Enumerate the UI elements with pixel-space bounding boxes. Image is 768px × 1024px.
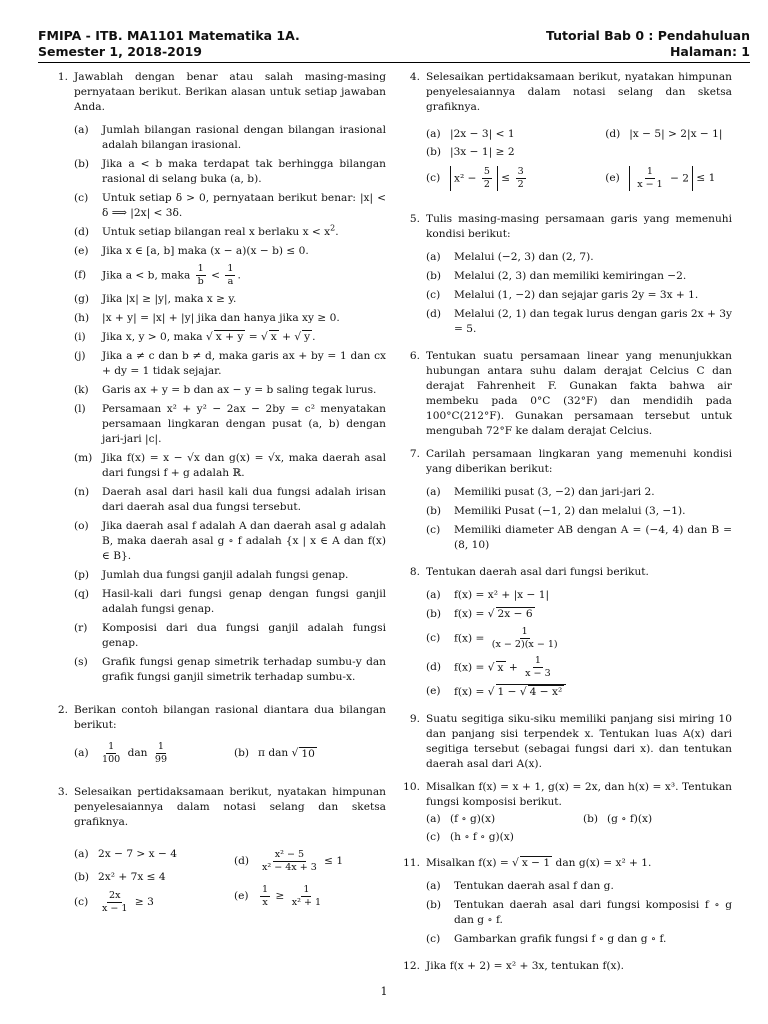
item-label: (l) — [74, 403, 86, 415]
item-text: Jika daerah asal f adalah A dan daerah asal g adalah B, maka daerah asal g ∘ f adalah {x | x ∈ A dan f(x) ∈ B}. — [102, 520, 386, 562]
right-column — [398, 70, 732, 982]
list-item: (a) Tentukan daerah asal f dan g. — [426, 880, 614, 892]
item-label: (f) — [74, 269, 87, 281]
problem-7 — [398, 447, 732, 557]
list-item: (a) 2x − 7 > x − 4 — [74, 847, 178, 860]
list-item: (b) |3x − 1| ≥ 2 — [426, 146, 515, 158]
semester-label: Semester 1, 2018-2019 — [38, 44, 202, 59]
problem-text: Jika f(x + 2) = x² + 3x, tentukan f(x). — [426, 960, 625, 972]
problem-number: 5. — [409, 213, 420, 225]
list-item: (b) (g ∘ f)(x) — [583, 813, 653, 825]
problem-4-items — [426, 127, 732, 196]
problem-1-items — [74, 123, 386, 685]
course-title: FMIPA - ITB. MA1101 Matematika 1A. — [38, 28, 300, 43]
left-column — [46, 70, 386, 934]
problem-3 — [46, 785, 386, 926]
problem-text: Jawablah dengan benar atau salah masing-masing pernyataan berikut. Berikan alasan untuk setiap jawaban Anda. — [74, 71, 386, 113]
problem-11 — [398, 856, 732, 951]
header-left — [38, 28, 300, 60]
problem-number: 1. — [57, 71, 68, 83]
list-item: (c) $\frac{2x}{x - 1}$ ≥ 3 — [74, 890, 154, 914]
item-label: (h) — [74, 312, 90, 324]
list-item — [74, 244, 386, 259]
list-item — [74, 587, 386, 617]
item-text: Hasil-kali dari fungsi genap dengan fungsi ganjil adalah fungsi genap. — [102, 588, 386, 615]
problem-number: 11. — [403, 857, 420, 869]
list-item: (d) $\frac{\text{x² − 5}}{\text{x² − 4x + 3}}$ ≤ 1 — [234, 848, 344, 873]
list-item — [74, 568, 386, 583]
problem-text: Berikan contoh bilangan rasional diantara dua bilangan berikut: — [74, 704, 386, 731]
problem-number: 10. — [403, 781, 420, 793]
list-item: (b) 2x² + 7x ≤ 4 — [74, 870, 166, 883]
item-text: |x + y| = |x| + |y| jika dan hanya jika xy ≥ 0. — [102, 312, 340, 324]
item-label: (b) — [234, 747, 250, 759]
item-text: Jumlah bilangan rasional dengan bilangan irasional adalah bilangan irasional. — [102, 124, 386, 151]
list-item: (a) Melalui (−2, 3) dan (2, 7). — [426, 251, 594, 263]
item-text: Untuk setiap bilangan real x berlaku $x < x^2$. — [102, 223, 339, 238]
item-text: Jika a < b, maka $\frac{1}{b}$ < $\frac{1}{a}$ . — [102, 263, 241, 287]
item-label: (m) — [74, 452, 93, 464]
problem-2-items — [74, 741, 386, 769]
item-text: Jumlah dua fungsi ganjil adalah fungsi genap. — [102, 569, 349, 581]
item-text: Jika x ∈ [a, b] maka (x − a)(x − b) ≤ 0. — [102, 245, 309, 257]
list-item — [74, 157, 386, 187]
problem-3-items — [74, 844, 386, 918]
list-item: (a) |2x − 3| < 1 — [426, 128, 515, 140]
item-label: (e) — [74, 245, 89, 257]
list-item — [74, 311, 386, 326]
item-label: (k) — [74, 384, 89, 396]
problem-text: Tulis masing-masing persamaan garis yang memenuhi kondisi berikut: — [426, 213, 732, 240]
list-item: (c) (h ∘ f ∘ g)(x) — [426, 831, 514, 843]
list-item — [74, 485, 386, 515]
list-item: (c) f(x) = $\frac{1}{(x - 2)(x - 1)}$ — [426, 626, 558, 650]
item-text: Daerah asal dari hasil kali dua fungsi adalah irisan dari daerah asal dua fungsi tersebut. — [102, 486, 386, 513]
item-text: Jika f(x) = x − √x dan g(x) = √x, maka daerah asal dari fungsi f + g adalah ℝ. — [102, 452, 386, 479]
list-item: (c) Memiliki diameter AB dengan A = (−4, 4) dan B = (8, 10) — [426, 524, 732, 551]
problem-6 — [398, 349, 732, 439]
problem-number: 2. — [57, 704, 68, 716]
problem-8 — [398, 565, 732, 704]
problem-number: 3. — [57, 786, 68, 798]
list-item: (e) $\frac{1}{x}$ ≥ $\frac{1}{\text{x² + 1}}$ — [234, 883, 322, 908]
problem-10 — [398, 780, 732, 848]
problem-9 — [398, 712, 732, 772]
list-item — [74, 519, 386, 564]
problem-number: 4. — [409, 71, 420, 83]
problem-text: Misalkan f(x) = x + 1, g(x) = 2x, dan h(x) = x³. Tentukan fungsi komposisi berikut. — [426, 781, 732, 808]
problem-number: 12. — [403, 960, 420, 972]
item-text: Jika x, y > 0, maka √ x + y = √ x + √ y . — [102, 331, 316, 343]
item-label: (p) — [74, 569, 90, 581]
problem-text: Suatu segitiga siku-siku memiliki panjang sisi miring 10 dan panjang sisi terpendek x. Tentukan luas A(x) dari segitiga tersebut (sebagai fungsi dari x). dan tentukan daerah asal dari A(x). — [426, 713, 732, 770]
item-label: (q) — [74, 588, 90, 600]
list-item: (c) Gambarkan grafik fungsi f ∘ g dan g ∘ f. — [426, 933, 667, 945]
list-item — [74, 349, 386, 379]
fraction: $\frac{1}{b}$ — [197, 263, 204, 287]
list-item: (b) π dan √ 10 — [234, 747, 315, 760]
fraction: $\frac{1}{a}$ — [227, 263, 234, 287]
item-label: (r) — [74, 622, 88, 634]
item-text: Jika a ≠ c dan b ≠ d, maka garis ax + by = 1 dan cx + dy = 1 tidak sejajar. — [102, 350, 386, 377]
list-item — [74, 191, 386, 221]
list-item: (e) f(x) = √ 1 − √ 4 − x² — [426, 684, 732, 700]
item-text: Persamaan x² + y² − 2ax − 2by = c² menyatakan persamaan lingkaran dengan pusat (a, b) dengan jari-jari |c|. — [102, 403, 386, 445]
item-text: Jika a < b maka terdapat tak berhingga bilangan rasional di selang buka (a, b). — [102, 158, 386, 185]
list-item — [74, 383, 386, 398]
problem-2 — [46, 703, 386, 777]
header-right — [546, 28, 750, 60]
item-label: (g) — [74, 293, 90, 305]
list-item — [74, 263, 386, 288]
item-label: (a) — [74, 747, 89, 759]
list-item: (a) (f ∘ g)(x) — [426, 813, 496, 825]
list-item: (a) Memiliki pusat (3, −2) dan jari-jari 2. — [426, 486, 655, 498]
tutorial-title: Tutorial Bab 0 : Pendahuluan — [545, 28, 750, 43]
item-text: Grafik fungsi genap simetrik terhadap sumbu-y dan grafik fungsi ganjil simetrik terhadap sumbu-x. — [102, 656, 386, 683]
list-item: (b) Melalui (2, 3) dan memiliki kemiringan −2. — [426, 270, 687, 282]
problem-number: 6. — [409, 350, 420, 362]
problem-text: Selesaikan pertidaksamaan berikut, nyatakan himpunan penyelesaiannya dalam notasi selang dan sketsa grafiknya. — [426, 71, 732, 113]
item-text: Jika |x| ≥ |y|, maka x ≥ y. — [102, 293, 237, 305]
list-item — [74, 225, 386, 240]
sqrt: x — [270, 331, 277, 343]
list-item: (b) Memiliki Pusat (−1, 2) dan melalui (3, −1). — [426, 505, 686, 517]
item-text: Komposisi dari dua fungsi ganjil adalah fungsi genap. — [102, 622, 386, 649]
item-label: (b) — [74, 158, 90, 170]
problem-5 — [398, 212, 732, 341]
item-text: Garis ax + y = b dan ax − y = b saling tegak lurus. — [102, 384, 377, 396]
problem-number: 9. — [409, 713, 420, 725]
list-item: (a) $\frac{1}{100}$ dan $\frac{1}{99}$ — [74, 741, 168, 765]
list-item: (e) $\frac{1}{x - 1}$ − 2 ≤ 1 — [605, 165, 716, 190]
page-label: Halaman: 1 — [669, 44, 750, 59]
list-item — [74, 292, 386, 307]
problem-1 — [46, 70, 386, 689]
list-item — [74, 123, 386, 153]
list-item — [74, 451, 386, 481]
list-item — [74, 655, 386, 685]
list-item: (a) f(x) = x² + |x − 1| — [426, 589, 550, 601]
problem-12 — [398, 959, 732, 974]
sqrt: x + y — [215, 331, 244, 343]
item-text: Untuk setiap δ > 0, pernyataan berikut benar: |x| < δ ⟹ |2x| < 3δ. — [102, 192, 386, 219]
list-item: (b) Tentukan daerah asal dari fungsi komposisi f ∘ g dan g ∘ f. — [426, 899, 732, 926]
list-item — [74, 330, 386, 345]
list-item: (c) Melalui (1, −2) dan sejajar garis 2y = 3x + 1. — [426, 289, 699, 301]
page-number: 1 — [380, 985, 388, 998]
problem-text: Tentukan suatu persamaan linear yang menunjukkan hubungan antara suhu dalam derajat Celcius C dan derajat Fahrenheit F. Gunakan fakta bahwa air membeku pada 0°C (32°F) dan mendidih pada 100°C(212°F). Gunakan persamaan tersebut untuk mengubah 72°F ke dalam derajat Celcius. — [426, 350, 732, 437]
list-item: (b) f(x) = √ 2x − 6 — [426, 608, 533, 620]
problem-text: Tentukan daerah asal dari fungsi berikut. — [426, 566, 649, 578]
item-label: (i) — [74, 331, 86, 343]
problem-number: 8. — [409, 566, 420, 578]
problem-number: 7. — [409, 448, 420, 460]
problem-4 — [398, 70, 732, 204]
list-item: (d) f(x) = √ x + $\frac{1}{x - 3}$ — [426, 655, 551, 679]
item-label: (d) — [74, 226, 90, 238]
item-label: (a) — [74, 124, 89, 136]
item-label: (n) — [74, 486, 90, 498]
list-item — [74, 621, 386, 651]
list-item: (d) Melalui (2, 1) dan tegak lurus dengan garis 2x + 3y = 5. — [426, 308, 732, 335]
list-item: (d) |x − 5| > 2|x − 1| — [605, 128, 723, 140]
header-rule — [38, 62, 750, 63]
list-item: (c) x² − $\frac{5}{2}$ ≤ $\frac{3}{2}$ — [426, 165, 524, 190]
list-item — [74, 402, 386, 447]
problem-text: Selesaikan pertidaksamaan berikut, nyatakan himpunan penyelesaiannya dalam notasi selang dan sketsa grafiknya. — [74, 786, 386, 828]
problem-text: Carilah persamaan lingkaran yang memenuhi kondisi yang diberikan berikut: — [426, 448, 732, 475]
item-label: (j) — [74, 350, 86, 362]
sqrt: y — [304, 331, 311, 343]
item-label: (s) — [74, 656, 88, 668]
problem-text: Misalkan f(x) = √ x − 1 dan g(x) = x² + 1. — [426, 857, 652, 869]
item-label: (o) — [74, 520, 89, 532]
item-label: (c) — [74, 192, 89, 204]
